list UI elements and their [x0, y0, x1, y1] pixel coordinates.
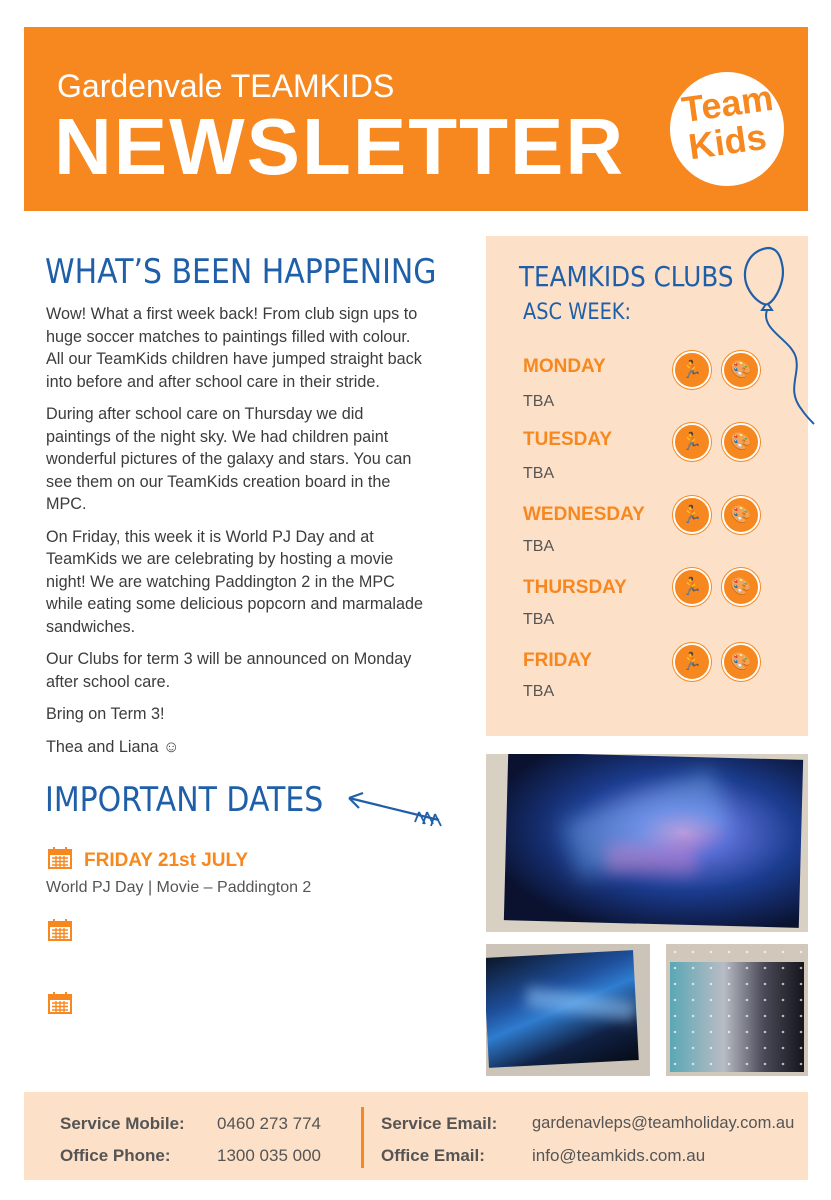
happening-paragraph: Bring on Term 3!	[46, 705, 165, 723]
club-day-monday: MONDAY	[523, 356, 606, 377]
office-email-value[interactable]: info@teamkids.com.au	[532, 1146, 706, 1165]
newsletter-header	[24, 27, 808, 211]
club-day-thursday: THURSDAY	[523, 577, 627, 598]
balloon-doodle	[730, 240, 830, 430]
running-icon: 🏃	[673, 423, 711, 461]
service-mobile-label: Service Mobile:	[60, 1114, 185, 1133]
club-day-tuesday: TUESDAY	[523, 429, 613, 450]
happening-signoff: Thea and Liana ☺	[46, 737, 180, 756]
clubs-subheading: ASC WEEK:	[523, 300, 632, 325]
art-palette-icon: 🎨	[722, 568, 760, 606]
office-phone-value[interactable]: 1300 035 000	[217, 1146, 321, 1165]
logo-line-1: Team	[679, 76, 776, 131]
club-activity-monday: TBA	[523, 393, 555, 410]
footer-divider	[361, 1107, 364, 1168]
club-activity-thursday: TBA	[523, 611, 555, 628]
date-title: FRIDAY 21st JULY	[84, 850, 249, 871]
date-description: World PJ Day | Movie – Paddington 2	[46, 879, 312, 896]
club-activity-wednesday: TBA	[523, 538, 555, 555]
club-activity-friday: TBA	[523, 683, 555, 700]
service-email-label: Service Email:	[381, 1114, 498, 1133]
calendar-icon	[48, 919, 72, 941]
night-sky-painting-photo	[486, 944, 650, 1076]
service-mobile-value[interactable]: 0460 273 774	[217, 1114, 321, 1133]
header-subtitle: Gardenvale TEAMKIDS	[57, 68, 395, 104]
clubs-heading: TEAMKIDS CLUBS	[519, 260, 734, 293]
club-day-wednesday: WEDNESDAY	[523, 504, 645, 525]
office-phone-label: Office Phone:	[60, 1146, 171, 1165]
happening-paragraph: During after school care on Thursday we did paintings of the night sky. We had children paint wonderful pictures of the galaxy and stars. You can see them on our TeamKids creation board in the MPC.	[46, 405, 412, 513]
art-palette-icon: 🎨	[722, 351, 760, 389]
club-activity-tuesday: TBA	[523, 465, 555, 482]
arrow-doodle	[345, 790, 445, 836]
dates-heading: IMPORTANT DATES	[45, 780, 324, 820]
running-icon: 🏃	[673, 496, 711, 534]
teamkids-logo	[670, 72, 784, 186]
happening-paragraph: Wow! What a first week back! From club sign ups to huge soccer matches to paintings filled with colour. All our TeamKids children have jumped straight back into before and after school care in their stride.	[46, 305, 422, 391]
header-title: NEWSLETTER	[54, 102, 626, 191]
art-palette-icon: 🎨	[722, 423, 760, 461]
club-day-friday: FRIDAY	[523, 650, 592, 671]
office-email-label: Office Email:	[381, 1146, 485, 1165]
logo-line-2: Kids	[685, 115, 769, 168]
starry-painting-photo	[666, 944, 808, 1076]
art-palette-icon: 🎨	[722, 496, 760, 534]
service-email-value[interactable]: gardenavleps@teamholiday.com.au	[532, 1114, 795, 1132]
galaxy-painting-photo	[486, 754, 808, 932]
art-palette-icon: 🎨	[722, 643, 760, 681]
running-icon: 🏃	[673, 643, 711, 681]
contact-footer	[24, 1092, 808, 1180]
happening-body	[46, 303, 426, 768]
running-icon: 🏃	[673, 351, 711, 389]
calendar-icon	[48, 992, 72, 1014]
calendar-icon	[48, 847, 72, 869]
happening-paragraph: On Friday, this week it is World PJ Day and at TeamKids we are celebrating by hosting a movie night! We are watching Paddington 2 in the MPC while eating some delicious popcorn and marmalade sandwiches.	[46, 527, 424, 636]
happening-heading: WHAT’S BEEN HAPPENING	[45, 252, 437, 292]
happening-paragraph: Our Clubs for term 3 will be announced on Monday after school care.	[46, 650, 412, 691]
running-icon: 🏃	[673, 568, 711, 606]
